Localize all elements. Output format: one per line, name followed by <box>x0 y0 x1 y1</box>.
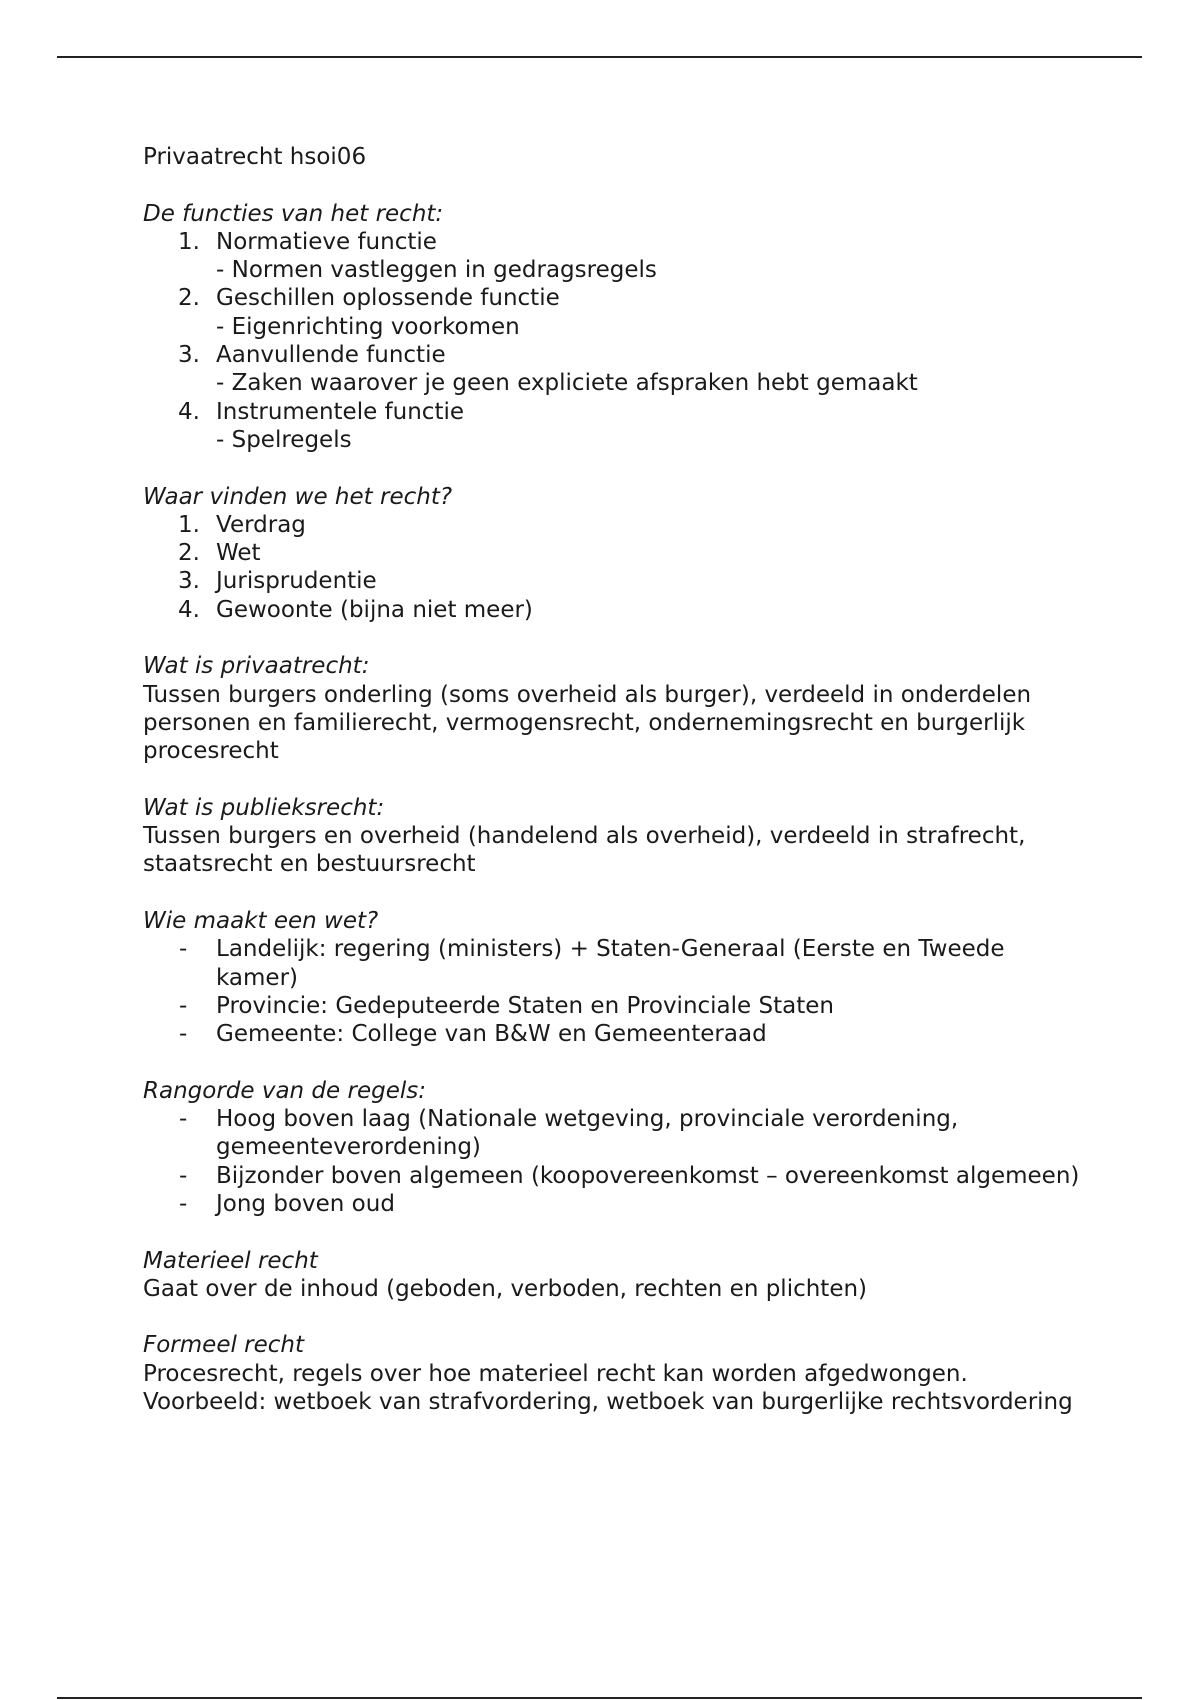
section-heading: Wat is publieksrecht: <box>143 794 385 821</box>
list-item-label: Aanvullende functie <box>216 342 446 369</box>
section-privaatrecht <box>143 652 1083 765</box>
section-bronnen <box>143 483 1083 624</box>
section-materieel <box>143 1247 1083 1304</box>
list-item <box>143 511 1083 539</box>
list-number: 1. <box>178 228 200 255</box>
list-item-label: Hoog boven laag (Nationale wetgeving, provinciale verordening, gemeenteverordening) <box>216 1106 959 1161</box>
section-formeel <box>143 1331 1083 1416</box>
list-item <box>143 1190 1083 1218</box>
list-item-label: Gewoonte (bijna niet meer) <box>216 596 533 623</box>
list-item <box>143 1020 1083 1048</box>
list-item-label: Normatieve functie <box>216 228 437 255</box>
list-number: 3. <box>178 568 200 595</box>
section-heading: De functies van het recht: <box>143 200 444 227</box>
document-body <box>143 143 1083 1416</box>
footer-rule <box>57 1697 1142 1699</box>
section-rangorde <box>143 1077 1083 1218</box>
section-heading: Waar vinden we het recht? <box>143 483 453 510</box>
list-number: 2. <box>178 540 200 567</box>
section-body: Gaat over de inhoud (geboden, verboden, rechten en plichten) <box>143 1275 868 1302</box>
list-item <box>143 567 1083 595</box>
list-item <box>143 284 1083 341</box>
list-item-detail: - Eigenrichting voorkomen <box>216 313 520 340</box>
list-item <box>143 935 1083 992</box>
list-item-label: Wet <box>216 540 261 567</box>
list-item-detail: - Spelregels <box>216 426 352 453</box>
section-heading: Wie maakt een wet? <box>143 908 379 935</box>
list-item <box>143 1105 1083 1162</box>
dash-bullet: - <box>179 1106 188 1133</box>
list-number: 1. <box>178 511 200 538</box>
section-body: Voorbeeld: wetboek van strafvordering, wetboek van burgerlijke rechtsvordering <box>143 1389 1073 1416</box>
numbered-list <box>143 511 1083 624</box>
section-heading: Wat is privaatrecht: <box>143 653 370 680</box>
section-body: Tussen burgers onderling (soms overheid als burger), verdeeld in onderdelen personen en familierecht, vermogensrecht, ondernemingsrecht en burgerlijk procesrecht <box>143 681 1032 765</box>
section-body: Procesrecht, regels over hoe materieel recht kan worden afgedwongen. <box>143 1360 968 1387</box>
list-item-label: Geschillen oplossende functie <box>216 285 560 312</box>
dash-bullet: - <box>179 992 188 1019</box>
section-heading: Formeel recht <box>143 1332 305 1359</box>
list-item-label: Jong boven oud <box>216 1190 395 1217</box>
list-item <box>143 398 1083 455</box>
list-item-label: Verdrag <box>216 511 306 538</box>
section-body: Tussen burgers en overheid (handelend als overheid), verdeeld in strafrecht, staatsrecht en bestuursrecht <box>143 823 1026 878</box>
document-title: Privaatrecht hsoi06 <box>143 144 367 170</box>
section-publieksrecht <box>143 794 1083 879</box>
list-item <box>143 1162 1083 1190</box>
list-number: 2. <box>178 285 200 312</box>
list-item-detail: - Zaken waarover je geen expliciete afspraken hebt gemaakt <box>216 370 918 397</box>
section-heading: Rangorde van de regels: <box>143 1077 426 1104</box>
list-item-label: Provincie: Gedeputeerde Staten en Provinciale Staten <box>216 992 834 1019</box>
list-number: 3. <box>178 342 200 369</box>
numbered-list <box>143 228 1083 454</box>
list-item-detail: - Normen vastleggen in gedragsregels <box>216 257 657 284</box>
list-item-label: Jurisprudentie <box>216 568 377 595</box>
list-item <box>143 992 1083 1020</box>
section-wetgever <box>143 907 1083 1048</box>
bullet-list <box>143 935 1083 1048</box>
dash-bullet: - <box>179 936 188 963</box>
bullet-list <box>143 1105 1083 1218</box>
list-item-label: Instrumentele functie <box>216 398 465 425</box>
dash-bullet: - <box>179 1162 188 1189</box>
dash-bullet: - <box>179 1190 188 1217</box>
list-number: 4. <box>178 398 200 425</box>
list-item <box>143 539 1083 567</box>
list-item-label: Gemeente: College van B&W en Gemeenteraad <box>216 1021 767 1048</box>
section-heading: Materieel recht <box>143 1247 318 1274</box>
list-item <box>143 341 1083 398</box>
section-functies <box>143 200 1083 455</box>
list-number: 4. <box>178 596 200 623</box>
header-rule <box>57 56 1142 58</box>
list-item <box>143 596 1083 624</box>
list-item <box>143 228 1083 285</box>
dash-bullet: - <box>179 1021 188 1048</box>
list-item-label: Bijzonder boven algemeen (koopovereenkomst – overeenkomst algemeen) <box>216 1162 1080 1189</box>
list-item-label: Landelijk: regering (ministers) + Staten-Generaal (Eerste en Tweede kamer) <box>216 936 1005 991</box>
